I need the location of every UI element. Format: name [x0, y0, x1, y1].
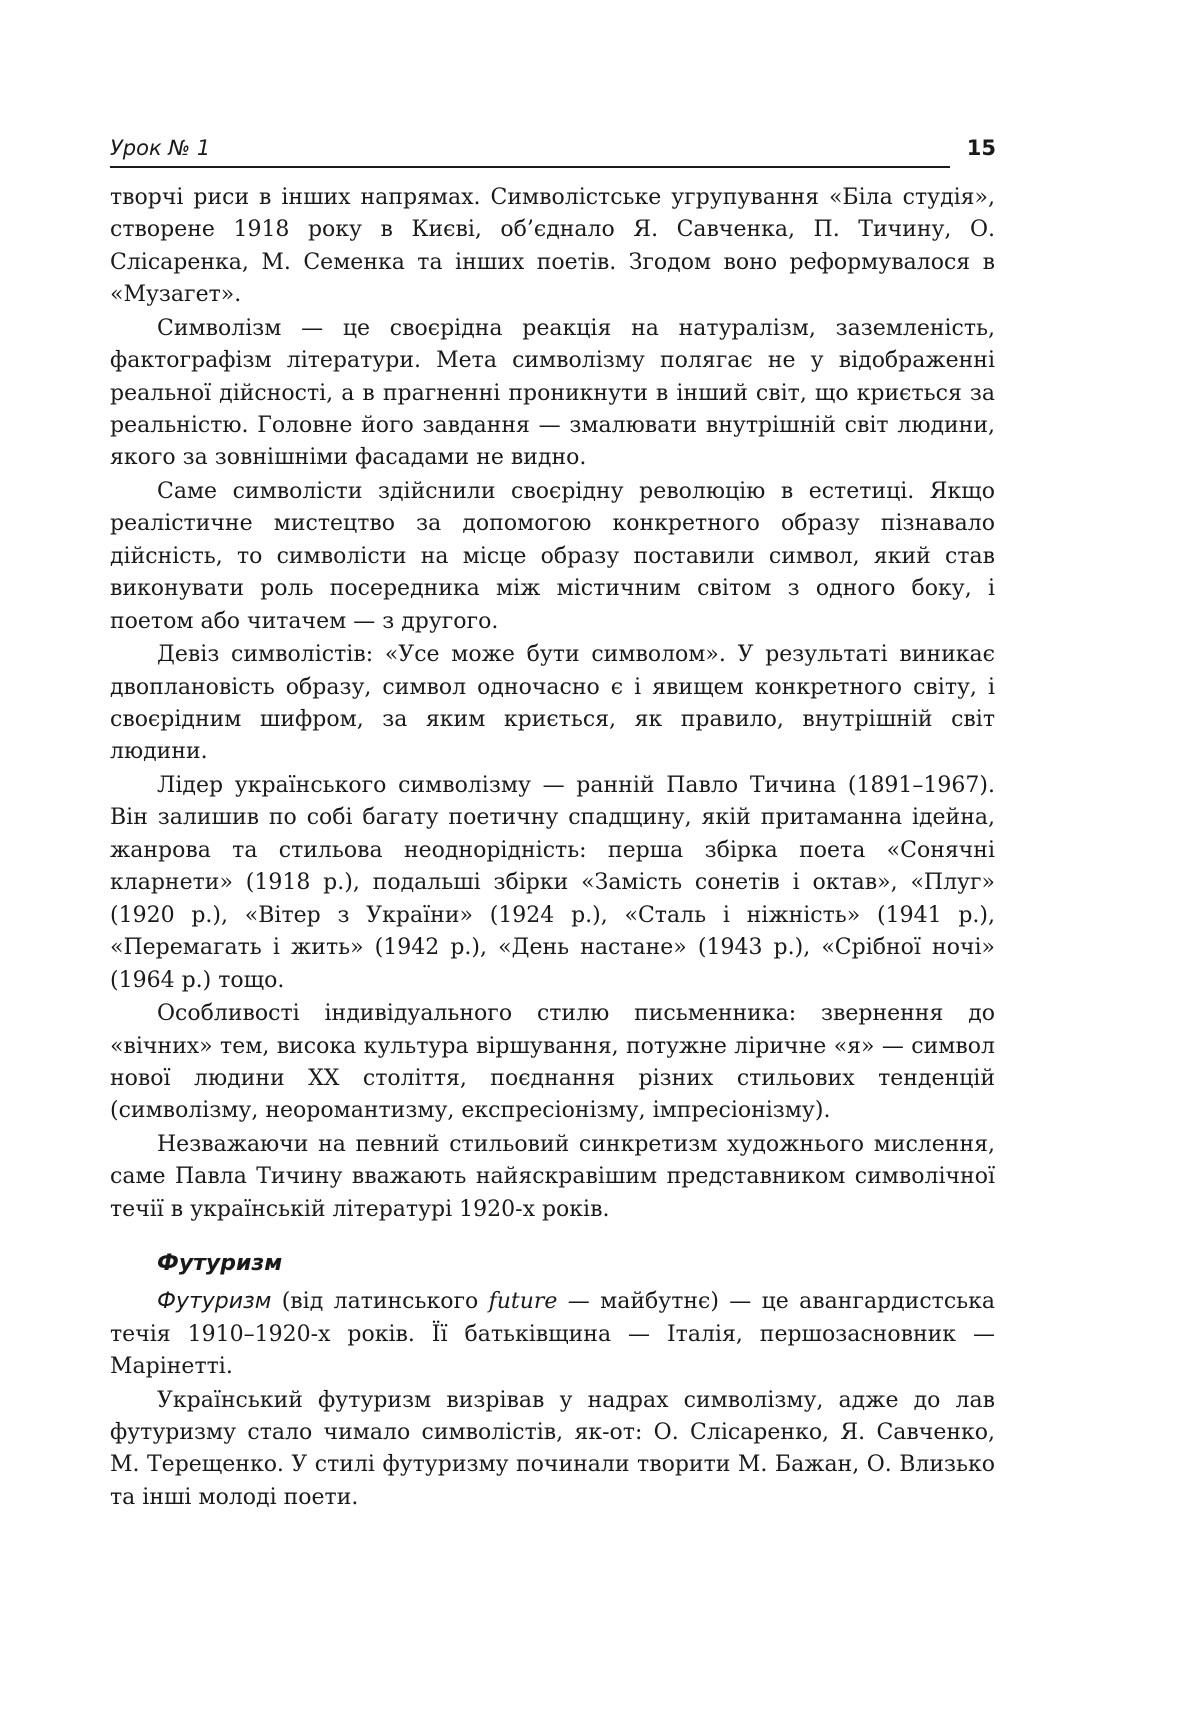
page-number: 15: [966, 136, 996, 160]
main-text: [110, 182, 995, 1515]
paragraph-symbolists-motto: Девіз символістів: «Усе може бути символом». У результаті виникає двоплановість образу, символ одночасно є і явищем конкретного світу, і своєрідним шифром, за яким криється, як правило, внутрішній світ людини.: [110, 642, 995, 765]
definition-text-part1: (від латинського: [271, 1289, 489, 1315]
term-futurism: Футуризм: [157, 1289, 272, 1315]
paragraph-futurism-definition: [110, 1286, 995, 1383]
definition-text-part2: — майбутнє) — це авангардистська течія 1910–1920-х років. Її батьківщина — Італія, першозасновник — Марінетті.: [110, 1289, 996, 1379]
paragraph-ukrainian-futurism: Український футуризм визрівав у надрах символізму, адже до лав футуризму стало чимало символістів, як-от: О. Слісаренко, Я. Савченко, М. Терещенко. У стилі футуризму починали творити М. Бажан, О. Влизько та інші молоді поети.: [110, 1387, 995, 1510]
paragraph-symbolism-definition: Символізм — це своєрідна реакція на натуралізм, заземленість, фактографізм літератури. Мета символізму полягає не у відображенні реальної дійсності, а в прагненні проникнути в інший світ, що криється за реальністю. Головне його завдання — змалювати внутрішній світ людини, якого за зовнішніми фасадами не видно.: [110, 315, 995, 471]
paragraph-tychyna-leader: Лідер українського символізму — ранній Павло Тичина (1891–1967). Він залишив по собі багату поетичну спадщину, якій притаманна ідейна, жанрова та стильова неоднорідність: перша збірка поета «Сонячні кларнети» (1918 р.), подальші збірки «Замість сонетів і октав», «Плуг» (1920 р.), «Вітер з України» (1924 р.), «Сталь і ніжність» (1941 р.), «Перемагать і жить» (1942 р.), «День настане» (1943 р.), «Срібної ночі» (1964 р.) тощо.: [110, 773, 995, 993]
paragraph-style-features: Особливості індивідуального стилю письменника: звернення до «вічних» тем, висока культура віршування, потужне ліричне «я» — символ нової людини XX століття, поєднання різних стильових тенденцій (символізму, неоромантизму, експресіонізму, імпресіонізму).: [110, 1001, 995, 1124]
foreign-word: future: [488, 1289, 558, 1315]
paragraph-syncretism: Незважаючи на певний стильовий синкретизм художнього мислення, саме Павла Тичину вважають найяскравішим представником символічної течії в українській літературі 1920-х років.: [110, 1131, 995, 1222]
running-header: [110, 132, 996, 168]
paragraph-symbolists-revolution: Саме символісти здійснили своєрідну революцію в естетиці. Якщо реалістичне мистецтво за допомогою конкретного образу пізнавало дійсність, то символісти на місце образу поставили символ, який став виконувати роль посередника між містичним світом з одного боку, і поетом або читачем — з другого.: [110, 479, 995, 634]
lesson-title: Урок № 1: [110, 136, 211, 160]
section-heading-futurism: Футуризм: [157, 1251, 283, 1277]
paragraph-continuation: творчі риси в інших напрямах. Символістське угрупування «Біла студія», створене 1918 року в Києві, об’єднало Я. Савченка, П. Тичину, О. Слісаренка, М. Семенка та інших поетів. Згодом воно реформувалося в «Музагет».: [110, 185, 995, 308]
